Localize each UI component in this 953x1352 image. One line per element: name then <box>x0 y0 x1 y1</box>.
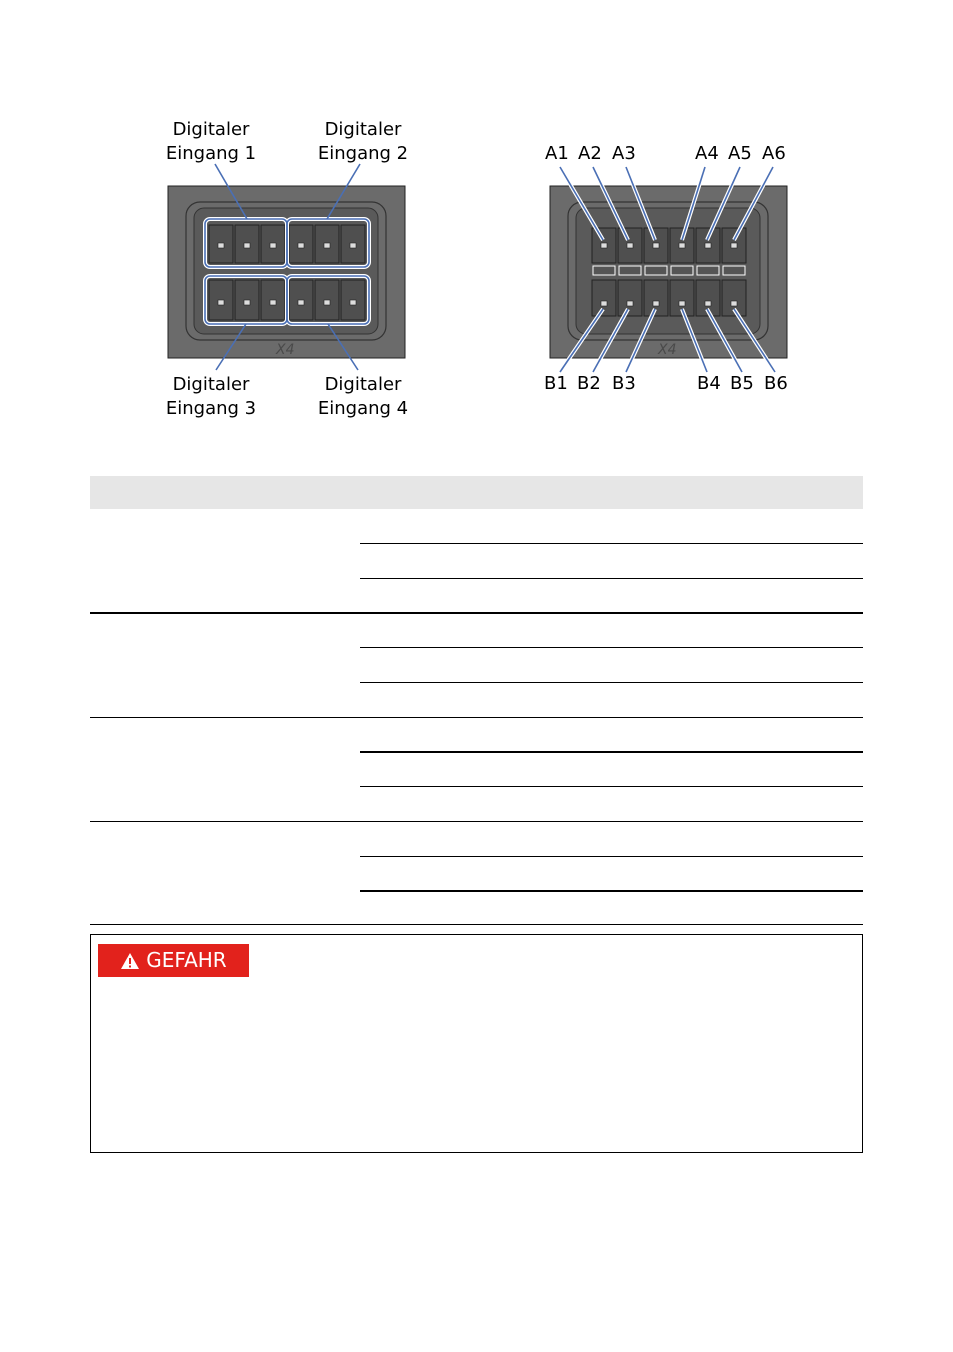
table-rule <box>360 751 863 753</box>
pin-b6: B6 <box>764 373 788 394</box>
label-input-2: Digitaler Eingang 2 <box>317 119 409 164</box>
danger-label: GEFAHR <box>146 948 227 972</box>
table-rule <box>360 543 863 544</box>
danger-badge <box>98 944 249 977</box>
pin-a6: A6 <box>762 143 786 164</box>
pin-b3: B3 <box>612 373 636 394</box>
pin-b5: B5 <box>730 373 754 394</box>
connector-right-label: X4 <box>658 342 677 358</box>
table-rule <box>360 890 863 892</box>
pin-a2: A2 <box>578 143 602 164</box>
table-rule <box>360 682 863 683</box>
warning-triangle-icon <box>120 952 140 970</box>
label-input-3: Digitaler Eingang 3 <box>165 374 257 419</box>
table-rule <box>90 612 863 614</box>
table-rule <box>90 821 863 822</box>
table-rule <box>360 856 863 857</box>
table-header <box>90 476 863 509</box>
pin-a1: A1 <box>545 143 569 164</box>
label-input-4: Digitaler Eingang 4 <box>317 374 409 419</box>
table-rule <box>90 924 863 925</box>
table-rule <box>90 717 863 718</box>
pin-a5: A5 <box>728 143 752 164</box>
pin-b1: B1 <box>544 373 568 394</box>
table-rule <box>360 578 863 579</box>
pin-a4: A4 <box>695 143 719 164</box>
pin-b4: B4 <box>697 373 721 394</box>
table-rule <box>360 647 863 648</box>
danger-notice <box>90 934 863 1153</box>
table-rule <box>360 786 863 787</box>
pin-a3: A3 <box>612 143 636 164</box>
connector-left-label: X4 <box>276 342 295 358</box>
label-input-1: Digitaler Eingang 1 <box>165 119 257 164</box>
pin-b2: B2 <box>577 373 601 394</box>
